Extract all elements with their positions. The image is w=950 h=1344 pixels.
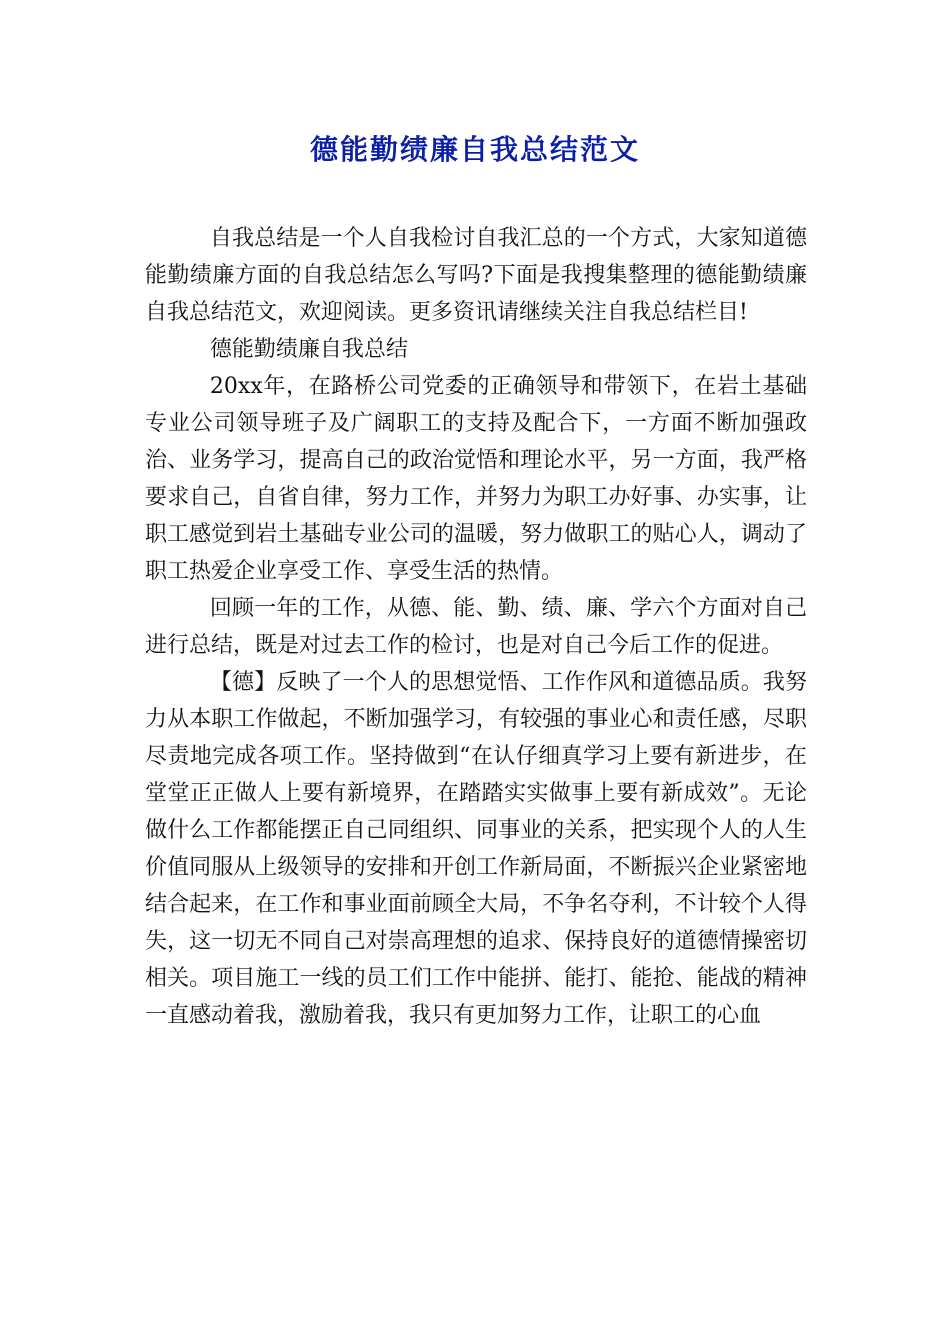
body-paragraph-3: 【德】反映了一个人的思想觉悟、工作作风和道德品质。我努力从本职工作做起，不断加强学习，有较强的事业心和责任感，尽职尽责地完成各项工作。坚持做到“在认仔细真学习上要有新进步，在堂堂正正做人上要有新境界，在踏踏实实做事上要有新成效”。无论做什么工作都能摆正自己同组织、同事业的关系，把实现个人的人生价值同服从上级领导的安排和开创工作新局面，不断振兴企业紧密地结合起来，在工作和事业面前顾全大局，不争名夺利，不计较个人得失，这一切无不同自己对崇高理想的追求、保持良好的道德情操密切相关。项目施工一线的员工们工作中能拼、能打、能抢、能战的精神一直感动着我，激励着我，我只有更加努力工作，让职工的心血 [145, 670, 807, 1028]
intro-paragraph: 自我总结是一个人自我检讨自我汇总的一个方式，大家知道德能勤绩廉方面的自我总结怎么写吗?下面是我搜集整理的德能勤绩廉自我总结范文，欢迎阅读。更多资讯请继续关注自我总结栏目! [145, 226, 807, 325]
body-paragraph-1: 20xx年，在路桥公司党委的正确领导和带领下，在岩土基础专业公司领导班子及广阔职工的支持及配合下，一方面不断加强政治、业务学习，提高自己的政治觉悟和理论水平，另一方面，我严格要求自己，自省自律，努力工作，并努力为职工办好事、办实事，让职工感觉到岩土基础专业公司的温暖，努力做职工的贴心人，调动了职工热爱企业享受工作、享受生活的热情。 [145, 374, 807, 584]
document-body [145, 220, 807, 1034]
body-paragraph-2: 回顾一年的工作，从德、能、勤、绩、廉、学六个方面对自己进行总结，既是对过去工作的检讨，也是对自己今后工作的促进。 [145, 596, 807, 658]
document-title: 德能勤绩廉自我总结范文 [309, 133, 640, 166]
section-heading: 德能勤绩廉自我总结 [209, 337, 408, 362]
